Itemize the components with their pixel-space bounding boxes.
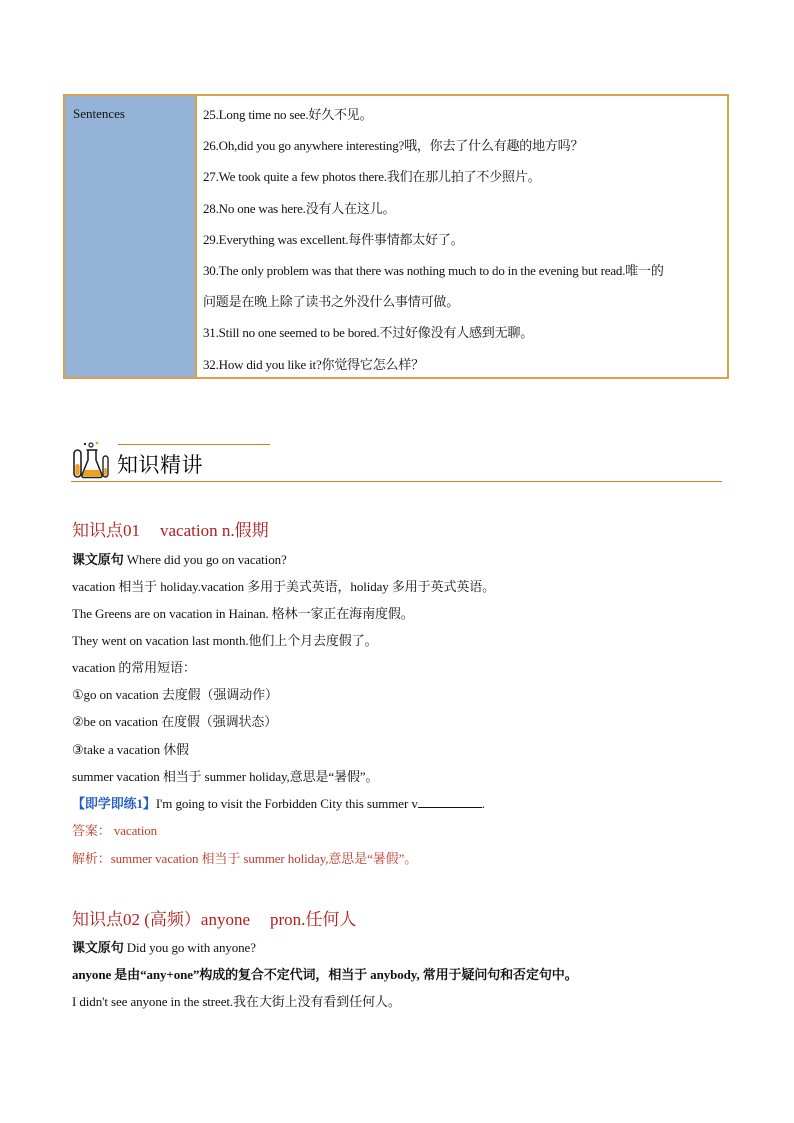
kp2-line: I didn't see anyone in the street.我在大街上没有看到任何人。 <box>72 994 401 1009</box>
sentences-header: Sentences <box>65 96 197 377</box>
sentence-line: 30.The only problem was that there was nothing much to do in the evening but read.唯一的 <box>203 262 664 278</box>
sentence-line: 32.How did you like it?你觉得它怎么样？ <box>203 356 424 372</box>
kp1-phrase: ②be on vacation 在度假（强调状态） <box>72 714 278 729</box>
practice-end: . <box>481 796 485 811</box>
sentence-line: 28.No one was here.没有人在这儿。 <box>203 200 396 216</box>
section-title: 知识精讲 <box>117 453 203 477</box>
answer-blank[interactable] <box>418 795 482 808</box>
kp1-line: The Greens are on vacation in Hainan. 格林一家正在海南度假。 <box>72 606 414 621</box>
sentence-line: 31.Still no one seemed to be bored.不过好像没有人感到无聊。 <box>203 325 534 341</box>
kp2-source-label: 课文原句 <box>72 940 124 955</box>
kp1-source-text: Where did you go on vacation? <box>123 552 287 567</box>
kp2-number: 知识点02 (高频）anyone <box>72 910 251 929</box>
kp1-word: vacation n.假期 <box>160 521 269 540</box>
kp1-source-sentence <box>72 551 287 569</box>
sentences-body <box>197 96 727 377</box>
kp1-phrase: ③take a vacation 休假 <box>72 742 189 757</box>
knowledge-point-02-title <box>72 905 356 930</box>
kp1-practice <box>72 795 485 813</box>
lab-flask-icon <box>71 440 111 480</box>
kp1-source-label: 课文原句 <box>72 552 124 567</box>
knowledge-point-01-title <box>72 516 269 541</box>
sentence-line: 27.We took quite a few photos there.我们在那儿拍了不少照片。 <box>203 169 541 185</box>
kp1-analysis: 解析：summer vacation 相当于 summer holiday,意思是“暑假”。 <box>72 851 418 866</box>
kp2-line: anyone 是由“any+one”构成的复合不定代词，相当于 anybody, 常用于疑问句和否定句中。 <box>72 967 578 982</box>
section-bottom-rule <box>71 481 722 482</box>
kp1-line: They went on vacation last month.他们上个月去度假了。 <box>72 633 378 648</box>
kp1-phrase: ①go on vacation 去度假（强调动作） <box>72 687 278 702</box>
practice-label: 【即学即练1】 <box>72 796 156 811</box>
kp2-word: pron.任何人 <box>270 910 357 929</box>
section-header <box>71 440 722 484</box>
sentence-line: 问题是在晚上除了读书之外没什么事情可做。 <box>203 294 460 310</box>
practice-text: I'm going to visit the Forbidden City this summer v <box>155 796 418 811</box>
kp1-line: vacation 相当于 holiday.vacation 多用于美式英语，holiday 多用于英式英语。 <box>72 579 496 594</box>
kp1-number: 知识点01 <box>72 521 140 540</box>
sentences-table <box>63 94 729 379</box>
section-top-rule <box>118 444 270 445</box>
kp2-source-text: Did you go with anyone? <box>123 940 256 955</box>
kp1-answer: 答案： vacation <box>72 823 158 838</box>
kp1-line: summer vacation 相当于 summer holiday,意思是“暑假”。 <box>72 769 379 784</box>
sentence-line: 25.Long time no see.好久不见。 <box>203 107 373 122</box>
kp2-source-sentence <box>72 939 256 957</box>
sentence-line: 29.Everything was excellent.每件事情都太好了。 <box>203 231 464 247</box>
sentence-line: 26.Oh,did you go anywhere interesting?哦，你去了什么有趣的地方吗？ <box>203 138 584 154</box>
kp1-line: vacation 的常用短语： <box>72 660 196 675</box>
